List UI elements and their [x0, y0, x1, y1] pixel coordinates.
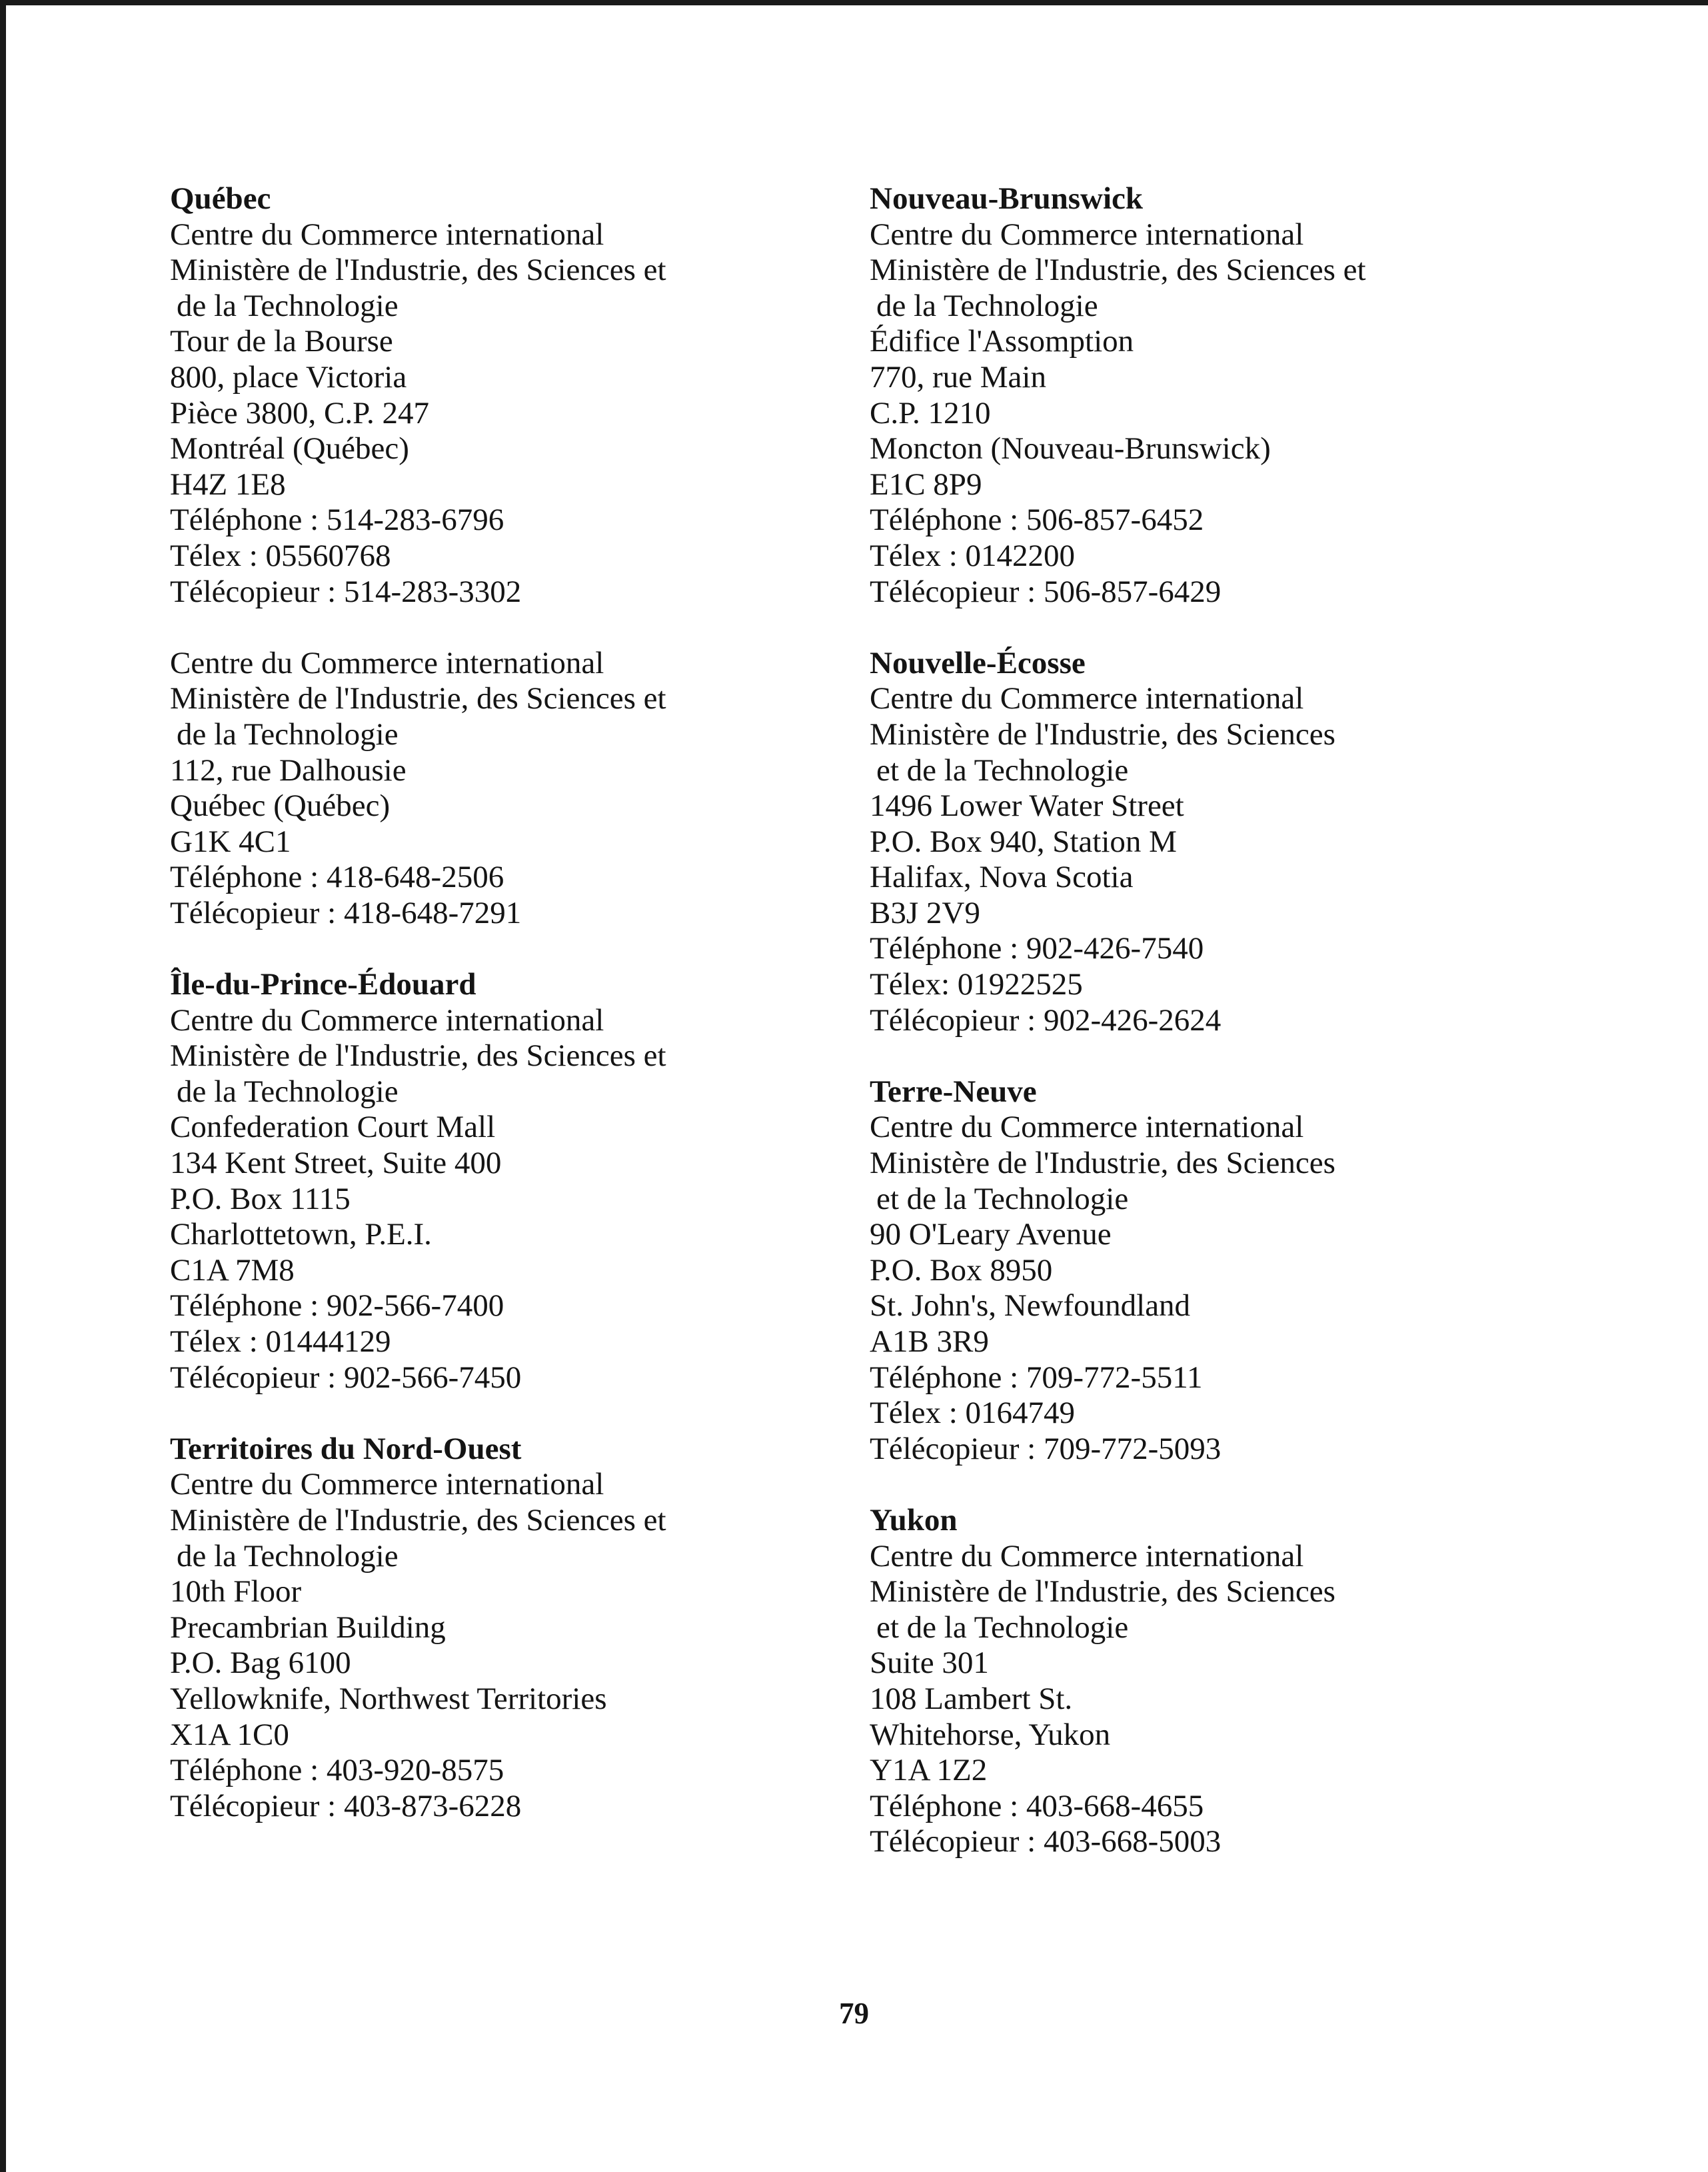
address-line: Télex : 0142200: [870, 538, 1076, 573]
address-line: Precambrian Building: [170, 1610, 446, 1645]
address-line: Téléphone : 514-283-6796: [170, 503, 504, 538]
address-line: 770, rue Main: [870, 359, 1046, 395]
address-line: Téléphone : 506-857-6452: [870, 503, 1204, 538]
address-line: P.O. Bag 6100: [170, 1645, 351, 1681]
address-line: A1B 3R9: [870, 1324, 989, 1359]
address-line: et de la Technologie: [876, 752, 1129, 788]
address-line: Centre du Commerce international: [870, 1110, 1304, 1145]
address-line: et de la Technologie: [876, 1181, 1129, 1216]
right-column: [870, 181, 1569, 1860]
address-line: St. John's, Newfoundland: [870, 1288, 1191, 1324]
address-line: Pièce 3800, C.P. 247: [170, 395, 430, 431]
address-line: Suite 301: [870, 1645, 989, 1681]
address-line: Halifax, Nova Scotia: [870, 860, 1134, 895]
address-line: Télécopieur : 709-772-5093: [870, 1431, 1222, 1466]
address-line: Téléphone : 709-772-5511: [870, 1360, 1203, 1395]
address-line: de la Technologie: [177, 1538, 399, 1574]
address-line: Centre du Commerce international: [870, 681, 1304, 716]
address-entry: [170, 967, 836, 1396]
scan-border-top: [0, 0, 1708, 5]
address-line: Téléphone : 403-920-8575: [170, 1753, 504, 1788]
province-heading: Québec: [170, 181, 271, 216]
address-line: Télex : 0164749: [870, 1396, 1076, 1431]
address-line: Centre du Commerce international: [170, 217, 604, 252]
address-line: Téléphone : 902-426-7540: [870, 931, 1204, 966]
address-line: 10th Floor: [170, 1574, 302, 1610]
address-line: Ministère de l'Industrie, des Sciences: [870, 716, 1335, 752]
address-line: Ministère de l'Industrie, des Sciences et: [170, 1502, 666, 1538]
address-line: Yellowknife, Northwest Territories: [170, 1681, 607, 1716]
address-line: Centre du Commerce international: [170, 645, 604, 680]
address-line: Y1A 1Z2: [870, 1753, 988, 1788]
address-entry: [170, 181, 836, 610]
address-line: P.O. Box 940, Station M: [870, 824, 1177, 859]
address-line: Télécopieur : 403-873-6228: [170, 1788, 522, 1823]
address-line: Ministère de l'Industrie, des Sciences et: [170, 1038, 666, 1074]
address-line: Centre du Commerce international: [170, 1002, 604, 1038]
address-line: Québec (Québec): [170, 788, 391, 824]
province-heading: Nouvelle-Écosse: [870, 645, 1086, 680]
address-line: de la Technologie: [177, 1074, 399, 1109]
address-entry: [870, 1074, 1569, 1468]
address-line: et de la Technologie: [876, 1610, 1129, 1645]
address-line: B3J 2V9: [870, 895, 980, 930]
address-line: Ministère de l'Industrie, des Sciences et: [170, 681, 666, 716]
address-line: Ministère de l'Industrie, des Sciences et: [170, 253, 666, 288]
address-line: 800, place Victoria: [170, 359, 407, 395]
address-line: Télex: 01922525: [870, 967, 1083, 1002]
address-line: Ministère de l'Industrie, des Sciences: [870, 1146, 1335, 1181]
address-line: Téléphone : 418-648-2506: [170, 860, 504, 895]
address-entry: [870, 181, 1569, 610]
scan-border-left: [0, 0, 6, 2172]
address-line: C1A 7M8: [170, 1252, 295, 1288]
province-heading: Terre-Neuve: [870, 1074, 1037, 1109]
address-line: de la Technologie: [177, 716, 399, 752]
address-line: Télécopieur : 506-857-6429: [870, 574, 1222, 609]
address-line: Téléphone : 902-566-7400: [170, 1288, 504, 1324]
address-line: Centre du Commerce international: [170, 1467, 604, 1502]
province-heading: Île-du-Prince-Édouard: [170, 967, 476, 1002]
address-line: E1C 8P9: [870, 467, 982, 502]
address-line: Moncton (Nouveau-Brunswick): [870, 431, 1271, 467]
address-line: Ministère de l'Industrie, des Sciences et: [870, 253, 1366, 288]
address-line: Centre du Commerce international: [870, 1538, 1304, 1574]
address-line: Tour de la Bourse: [170, 324, 393, 359]
address-line: H4Z 1E8: [170, 467, 286, 502]
province-heading: Territoires du Nord-Ouest: [170, 1431, 522, 1466]
address-line: 90 O'Leary Avenue: [870, 1217, 1112, 1252]
address-line: de la Technologie: [876, 288, 1098, 323]
address-line: Édifice l'Assomption: [870, 324, 1134, 359]
address-line: Téléphone : 403-668-4655: [870, 1788, 1204, 1823]
address-entry: [870, 1503, 1569, 1860]
address-line: X1A 1C0: [170, 1717, 289, 1752]
address-line: Télécopieur : 514-283-3302: [170, 574, 522, 609]
address-entry: [170, 1432, 836, 1825]
address-line: Télex : 05560768: [170, 538, 391, 573]
address-line: 112, rue Dalhousie: [170, 752, 407, 788]
address-line: Télécopieur : 403-668-5003: [870, 1824, 1222, 1859]
left-column: [170, 181, 836, 1824]
address-line: de la Technologie: [177, 288, 399, 323]
address-line: Télex : 01444129: [170, 1324, 391, 1359]
address-line: Charlottetown, P.E.I.: [170, 1217, 432, 1252]
address-line: P.O. Box 1115: [170, 1181, 351, 1216]
province-heading: Nouveau-Brunswick: [870, 181, 1144, 216]
address-line: Télécopieur : 418-648-7291: [170, 895, 522, 930]
address-line: C.P. 1210: [870, 395, 991, 431]
page-number: 79: [839, 1997, 869, 2030]
address-line: Ministère de l'Industrie, des Sciences: [870, 1574, 1335, 1610]
address-line: Confederation Court Mall: [170, 1110, 496, 1145]
address-line: Montréal (Québec): [170, 431, 409, 467]
address-line: G1K 4C1: [170, 824, 291, 859]
address-entry: [870, 646, 1569, 1039]
address-line: 134 Kent Street, Suite 400: [170, 1146, 502, 1181]
address-line: P.O. Box 8950: [870, 1252, 1053, 1288]
address-line: Whitehorse, Yukon: [870, 1717, 1111, 1752]
address-line: 1496 Lower Water Street: [870, 788, 1184, 824]
address-line: 108 Lambert St.: [870, 1681, 1073, 1716]
address-entry: [170, 646, 836, 932]
address-line: Télécopieur : 902-566-7450: [170, 1360, 522, 1395]
province-heading: Yukon: [870, 1502, 958, 1538]
address-line: Centre du Commerce international: [870, 217, 1304, 252]
address-line: Télécopieur : 902-426-2624: [870, 1002, 1222, 1038]
